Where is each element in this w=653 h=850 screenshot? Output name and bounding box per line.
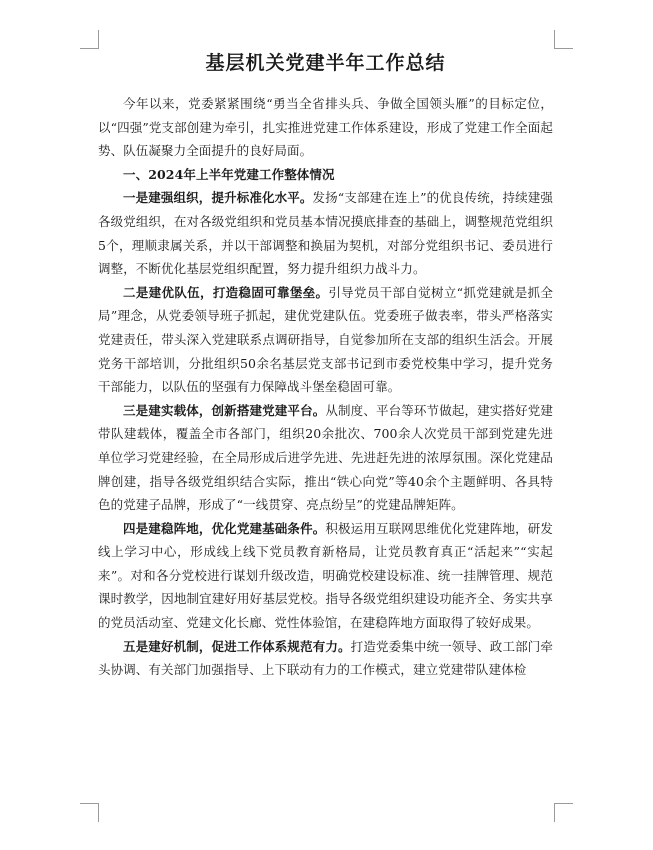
paragraph-organization: [98, 186, 553, 280]
paragraph-platform: [98, 399, 553, 517]
paragraph-mechanism: [98, 635, 553, 682]
margin-mark-bottom-left: [80, 803, 99, 822]
paragraph-lead: 二是建优队伍，打造稳固可靠堡垒。: [123, 284, 329, 300]
paragraph-position: [98, 517, 553, 635]
paragraph-body: 引导党员干部自觉树立“抓党建就是抓全局”理念，从党委领导班子抓起，建优党建队伍。党委班子做表率，带头严格落实党建责任，带头深入党建联系点调研指导，自觉参加所在支部的组织生活会。开展党务干部培训，分批组织50余名基层党支部书记到市委党校集中学习，提升党务干部能力，以队伍的坚强有力保障战斗堡垒稳固可靠。: [98, 284, 553, 395]
paragraph-lead: 五是建好机制，促进工作体系规范有力。: [123, 638, 351, 654]
paragraph-lead: 四是建稳阵地，优化党建基础条件。: [123, 520, 326, 536]
margin-mark-bottom-right: [554, 803, 573, 822]
section-heading: 一、2024年上半年党建工作整体情况: [123, 166, 335, 182]
margin-mark-top-left: [80, 30, 99, 49]
paragraph-lead: 一是建强组织，提升标准化水平。: [123, 190, 313, 206]
margin-mark-top-right: [554, 30, 573, 49]
document-page: [98, 44, 553, 682]
paragraph-lead: 三是建实载体，创新搭建党建平台。: [123, 402, 326, 418]
document-title: 基层机关党建半年工作总结: [205, 52, 446, 74]
paragraph-team: [98, 281, 553, 399]
paragraph-body: 发扬“支部建在连上”的优良传统，持续建强各级党组织，在对各级党组织和党员基本情况摸底排查的基础上，调整规范党组织5个，理顺隶属关系，并以干部调整和换届为契机，对部分党组织书记、委员进行调整，不断优化基层党组织配置，努力提升组织力战斗力。: [98, 190, 553, 277]
paragraph-body: 打造党委集中统一领导、政工部门牵头协调、有关部门加强指导、上下联动有力的工作模式，建立党建带队建体检: [98, 638, 553, 678]
intro-paragraph: 今年以来，党委紧紧围绕“勇当全省排头兵、争做全国领头雁”的目标定位，以“四强”党支部创建为牵引，扎实推进党建工作体系建设，形成了党建工作全面起势、队伍凝聚力全面提升的良好局面。: [98, 96, 553, 159]
paragraph-body: 从制度、平台等环节做起，建实搭好党建带队建载体，覆盖全市各部门，组织20余批次、700余人次党员干部到党建先进单位学习党建经验，在全局形成后进学先进、先进赶先进的浓厚氛围。深化党建品牌创建，指导各级党组织结合实际，推出“铁心向党”等40余个主题鲜明、各具特色的党建子品牌，形成了“一线贯穿、亮点纷呈”的党建品牌矩阵。: [98, 402, 553, 513]
paragraph-body: 积极运用互联网思维优化党建阵地，研发线上学习中心，形成线上线下党员教育新格局，让党员教育真正“活起来”“实起来”。对和各分党校进行谋划升级改造，明确党校建设标准、统一挂牌管理、规范课时教学，因地制宜建好用好基层党校。指导各级党组织建设功能齐全、务实共享的党员活动室、党建文化长廊、党性体验馆，在建稳阵地方面取得了较好成果。: [98, 520, 553, 631]
